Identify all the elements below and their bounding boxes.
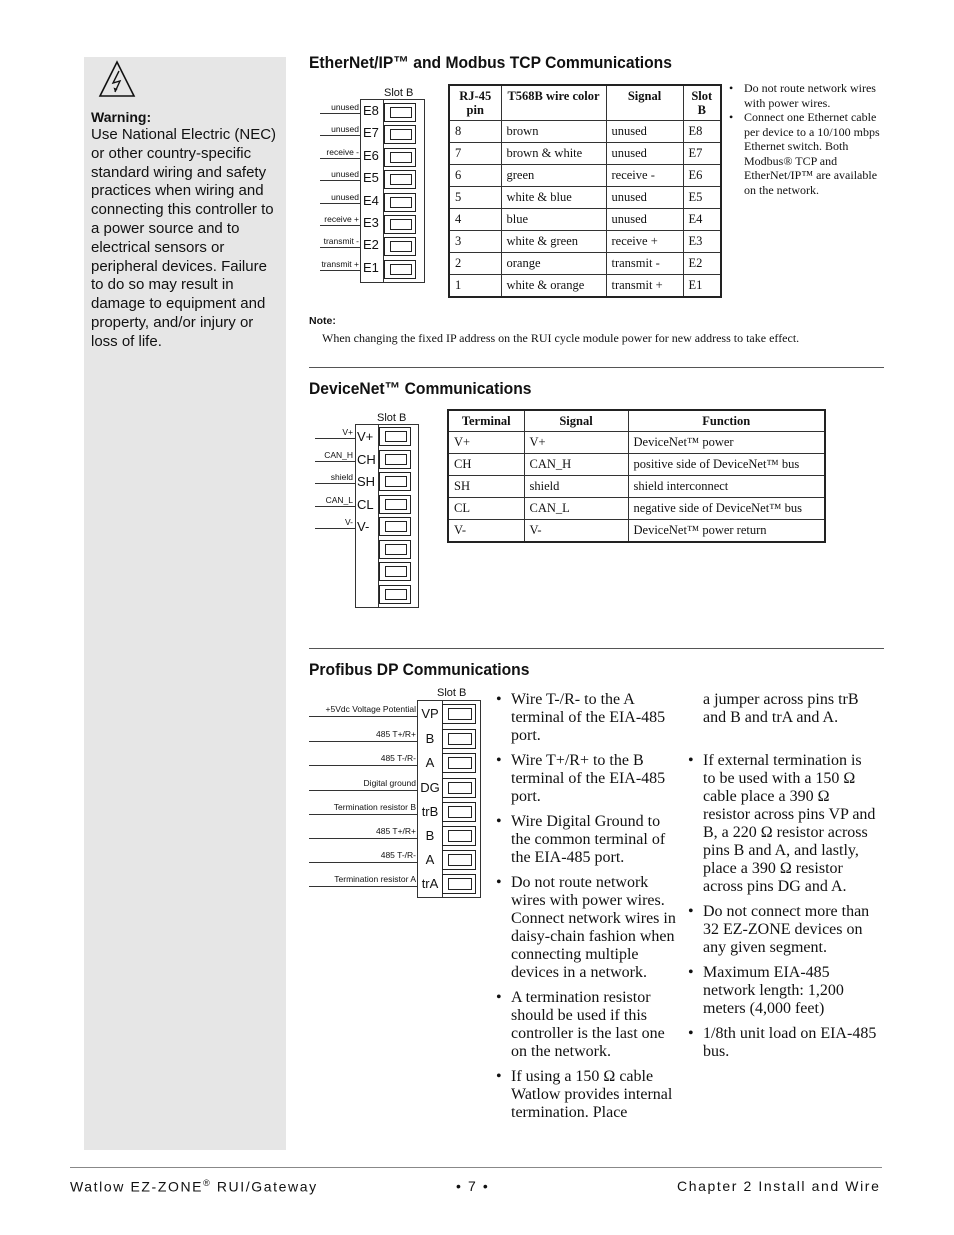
wire-line xyxy=(320,225,361,226)
table-row xyxy=(448,498,825,520)
table-cell: E6 xyxy=(683,165,721,187)
table-cell: 1 xyxy=(449,275,501,298)
wire-line xyxy=(309,790,417,791)
pin-label: E4 xyxy=(363,193,379,208)
wire-label: 485 T-/R- xyxy=(380,850,416,860)
terminal-slot xyxy=(384,260,416,279)
terminal-slot xyxy=(442,802,476,822)
table-header: RJ-45 pin xyxy=(449,85,501,121)
list-item: • Wire T+/R+ to the B terminal of the EIA-485 port. xyxy=(496,752,681,806)
table-cell: CH xyxy=(448,454,524,476)
devicenet-slot-label: Slot B xyxy=(377,412,407,424)
wire-line xyxy=(309,765,417,766)
profibus-title: Profibus DP Communications xyxy=(309,660,530,679)
wire-label: unused xyxy=(331,124,359,134)
pin-label: V+ xyxy=(357,429,374,444)
pin-label: E6 xyxy=(363,148,379,163)
wire-label: V- xyxy=(344,517,353,527)
footer-divider xyxy=(70,1167,882,1168)
wire-line xyxy=(320,113,361,114)
footer-product: Watlow EZ-ZONE xyxy=(70,1178,204,1195)
wire-line xyxy=(315,528,356,529)
wire-label: unused xyxy=(331,102,359,112)
table-cell: V+ xyxy=(524,432,628,454)
wire-label: Digital ground xyxy=(363,778,416,788)
terminal-slot xyxy=(384,170,416,189)
terminal-slot xyxy=(442,729,476,749)
wire-label: Termination resistor A xyxy=(334,874,416,884)
wire-label: transmit - xyxy=(323,236,359,246)
pin-label: E7 xyxy=(363,125,379,140)
table-cell: shield xyxy=(524,476,628,498)
list-item: • Do not route network wires with power wires. xyxy=(729,81,889,110)
table-cell: 4 xyxy=(449,209,501,231)
terminal-slot xyxy=(442,704,476,724)
table-header: Terminal xyxy=(448,410,524,432)
terminal-slot xyxy=(384,148,416,167)
table-row xyxy=(449,187,721,209)
wire-label: receive - xyxy=(326,147,359,157)
terminal-slot xyxy=(384,125,416,144)
table-cell: CAN_L xyxy=(524,498,628,520)
table-cell: negative side of DeviceNet™ bus xyxy=(628,498,825,520)
terminal-slot xyxy=(384,193,416,212)
table-cell: E3 xyxy=(683,231,721,253)
table-cell: unused xyxy=(606,209,683,231)
table-cell: transmit - xyxy=(606,253,683,275)
table-cell: V- xyxy=(524,520,628,543)
table-cell: brown & white xyxy=(501,143,606,165)
pin-label: CL xyxy=(357,497,374,512)
pin-label: trB xyxy=(421,804,439,819)
table-cell: 2 xyxy=(449,253,501,275)
wire-label: V+ xyxy=(342,427,353,437)
table-cell: orange xyxy=(501,253,606,275)
table-cell: E4 xyxy=(683,209,721,231)
table-row xyxy=(449,275,721,298)
terminal-slot xyxy=(384,237,416,256)
table-row xyxy=(449,121,721,143)
wire-line xyxy=(320,203,361,204)
table-cell: CL xyxy=(448,498,524,520)
warning-sidebar xyxy=(84,57,286,1150)
wire-label: 485 T+/R+ xyxy=(375,826,416,836)
warning-text: Use National Electric (NEC) or other country-specific standard wiring and safety practices when wiring and connecting this controller to a power source and to electrical sensors or peripheral devices. Failure to do so may result in damage to equipment and property, and/or injury or loss of life. xyxy=(91,126,277,350)
table-cell: 5 xyxy=(449,187,501,209)
pin-label: trA xyxy=(421,876,439,891)
terminal-slot xyxy=(442,850,476,870)
pin-label: E3 xyxy=(363,215,379,230)
table-row xyxy=(449,209,721,231)
ethernet-table xyxy=(448,84,722,298)
ethernet-title: EtherNet/IP™ and Modbus TCP Communications xyxy=(309,53,672,72)
pin-label: E2 xyxy=(363,237,379,252)
table-cell: white & orange xyxy=(501,275,606,298)
table-cell: E1 xyxy=(683,275,721,298)
profibus-bullets-col2 xyxy=(688,752,878,1068)
electrical-hazard-icon xyxy=(98,59,136,99)
table-cell: unused xyxy=(606,143,683,165)
table-cell: E5 xyxy=(683,187,721,209)
table-header: Signal xyxy=(606,85,683,121)
profibus-slot-label: Slot B xyxy=(437,687,467,699)
table-cell: receive - xyxy=(606,165,683,187)
pin-label: B xyxy=(425,828,435,843)
ethernet-slot-label: Slot B xyxy=(384,87,414,99)
note-label: Note: xyxy=(309,315,336,327)
table-header: Function xyxy=(628,410,825,432)
pin-label: E8 xyxy=(363,103,379,118)
pin-label: A xyxy=(425,852,435,867)
table-cell: V- xyxy=(448,520,524,543)
table-row xyxy=(449,165,721,187)
table-cell: positive side of DeviceNet™ bus xyxy=(628,454,825,476)
terminal-slot xyxy=(379,540,411,559)
terminal-slot xyxy=(379,562,411,581)
section-divider xyxy=(309,367,884,368)
table-row xyxy=(449,253,721,275)
pin-label: VP xyxy=(421,706,439,721)
devicenet-title: DeviceNet™ Communications xyxy=(309,379,532,398)
terminal-slot xyxy=(442,753,476,773)
wire-line xyxy=(320,247,361,248)
table-cell: white & green xyxy=(501,231,606,253)
terminal-slot xyxy=(379,472,411,491)
wire-line xyxy=(309,741,417,742)
wire-label: receive + xyxy=(324,214,359,224)
list-item: • If external termination is to be used with a 150 Ω cable place a 390 Ω resistor across pins VP and B, a 220 Ω resistor across pins B and A, and lastly, place a 390 Ω resistor across pins DG and A. xyxy=(688,752,878,896)
table-cell: 7 xyxy=(449,143,501,165)
wire-line xyxy=(315,461,356,462)
footer-registered: ® xyxy=(203,1178,212,1188)
terminal-slot xyxy=(384,103,416,122)
table-cell: E2 xyxy=(683,253,721,275)
pin-label: B xyxy=(425,731,435,746)
wire-label: shield xyxy=(330,472,353,482)
table-cell: brown xyxy=(501,121,606,143)
page-number: • 7 • xyxy=(456,1178,490,1194)
table-cell: receive + xyxy=(606,231,683,253)
list-item: • Wire T-/R- to the A terminal of the EIA-485 port. xyxy=(496,691,681,745)
table-cell: green xyxy=(501,165,606,187)
table-cell: transmit + xyxy=(606,275,683,298)
list-item: • If using a 150 Ω cable Watlow provides internal termination. Place xyxy=(496,1068,681,1122)
table-cell: unused xyxy=(606,121,683,143)
table-cell: E8 xyxy=(683,121,721,143)
list-item: • Do not connect more than 32 EZ-ZONE devices on any given segment. xyxy=(688,903,878,957)
wire-line xyxy=(320,135,361,136)
list-item: • 1/8th unit load on EIA-485 bus. xyxy=(688,1025,878,1061)
section-divider xyxy=(309,648,884,649)
wire-label: 485 T+/R+ xyxy=(375,729,416,739)
table-cell: V+ xyxy=(448,432,524,454)
note-text: When changing the fixed IP address on the RUI cycle module power for new address to take effect. xyxy=(322,331,800,345)
terminal-slot xyxy=(442,874,476,894)
wire-label: CAN_H xyxy=(324,450,353,460)
pin-label: CH xyxy=(357,452,376,467)
table-header: Signal xyxy=(524,410,628,432)
wire-label: unused xyxy=(331,192,359,202)
list-item: • Maximum EIA-485 network length: 1,200 meters (4,000 feet) xyxy=(688,964,878,1018)
wire-label: CAN_L xyxy=(325,495,353,505)
table-header: Slot B xyxy=(683,85,721,121)
wire-line xyxy=(309,862,417,863)
table-cell: blue xyxy=(501,209,606,231)
wire-label: transmit + xyxy=(321,259,359,269)
wire-line xyxy=(320,270,361,271)
table-cell: CAN_H xyxy=(524,454,628,476)
terminal-slot xyxy=(384,215,416,234)
table-row xyxy=(449,143,721,165)
table-row xyxy=(449,231,721,253)
table-header: T568B wire color xyxy=(501,85,606,121)
wire-line xyxy=(315,438,356,439)
profibus-continuation: a jumper across pins trB and B and trA and A. xyxy=(703,691,859,726)
list-item: • Do not route network wires with power wires. Connect network wires in daisy-chain fashion when connecting multiple devices in a network. xyxy=(496,874,681,982)
list-item: • A termination resistor should be used if this controller is the last one on the network. xyxy=(496,989,681,1061)
table-cell: SH xyxy=(448,476,524,498)
footer-title xyxy=(70,1178,318,1195)
pin-label: A xyxy=(425,755,435,770)
table-cell: 6 xyxy=(449,165,501,187)
table-cell: 3 xyxy=(449,231,501,253)
wire-line xyxy=(315,483,356,484)
table-cell: 8 xyxy=(449,121,501,143)
chapter-title: Chapter 2 Install and Wire xyxy=(677,1178,881,1194)
list-item: • Wire Digital Ground to the common terminal of the EIA-485 port. xyxy=(496,813,681,867)
table-cell: E7 xyxy=(683,143,721,165)
pin-label: E5 xyxy=(363,170,379,185)
table-row xyxy=(448,476,825,498)
table-cell: DeviceNet™ power xyxy=(628,432,825,454)
table-row xyxy=(448,432,825,454)
wire-line xyxy=(320,180,361,181)
wire-label: 485 T-/R- xyxy=(380,753,416,763)
wire-label: Termination resistor B xyxy=(333,802,416,812)
terminal-slot xyxy=(442,778,476,798)
pin-label: DG xyxy=(420,780,440,795)
terminal-slot xyxy=(379,495,411,514)
wire-line xyxy=(315,506,356,507)
wire-line xyxy=(309,886,417,887)
profibus-bullets-col1 xyxy=(496,691,681,1129)
devicenet-table xyxy=(447,409,826,543)
table-cell: unused xyxy=(606,187,683,209)
ethernet-bullets xyxy=(729,81,889,197)
wire-line xyxy=(309,716,417,717)
wire-label: +5Vdc Voltage Potential xyxy=(325,704,416,714)
terminal-slot xyxy=(379,585,411,604)
footer-product-suffix: RUI/Gateway xyxy=(211,1178,318,1195)
pin-label: V- xyxy=(357,519,370,534)
table-cell: shield interconnect xyxy=(628,476,825,498)
list-item: • Connect one Ethernet cable per device to a 10/100 mbps Ethernet switch. Both Modbus® TCP and EtherNet/IP™ are available on the network. xyxy=(729,110,889,197)
terminal-slot xyxy=(442,826,476,846)
table-cell: DeviceNet™ power return xyxy=(628,520,825,543)
warning-title: Warning: xyxy=(91,109,152,125)
wire-line xyxy=(309,838,417,839)
wire-line xyxy=(320,158,361,159)
table-row xyxy=(448,454,825,476)
table-row xyxy=(448,520,825,543)
wire-label: unused xyxy=(331,169,359,179)
pin-label: E1 xyxy=(363,260,379,275)
wire-line xyxy=(309,814,417,815)
terminal-slot xyxy=(379,450,411,469)
table-cell: white & blue xyxy=(501,187,606,209)
terminal-slot xyxy=(379,427,411,446)
terminal-slot xyxy=(379,517,411,536)
pin-label: SH xyxy=(357,474,376,489)
